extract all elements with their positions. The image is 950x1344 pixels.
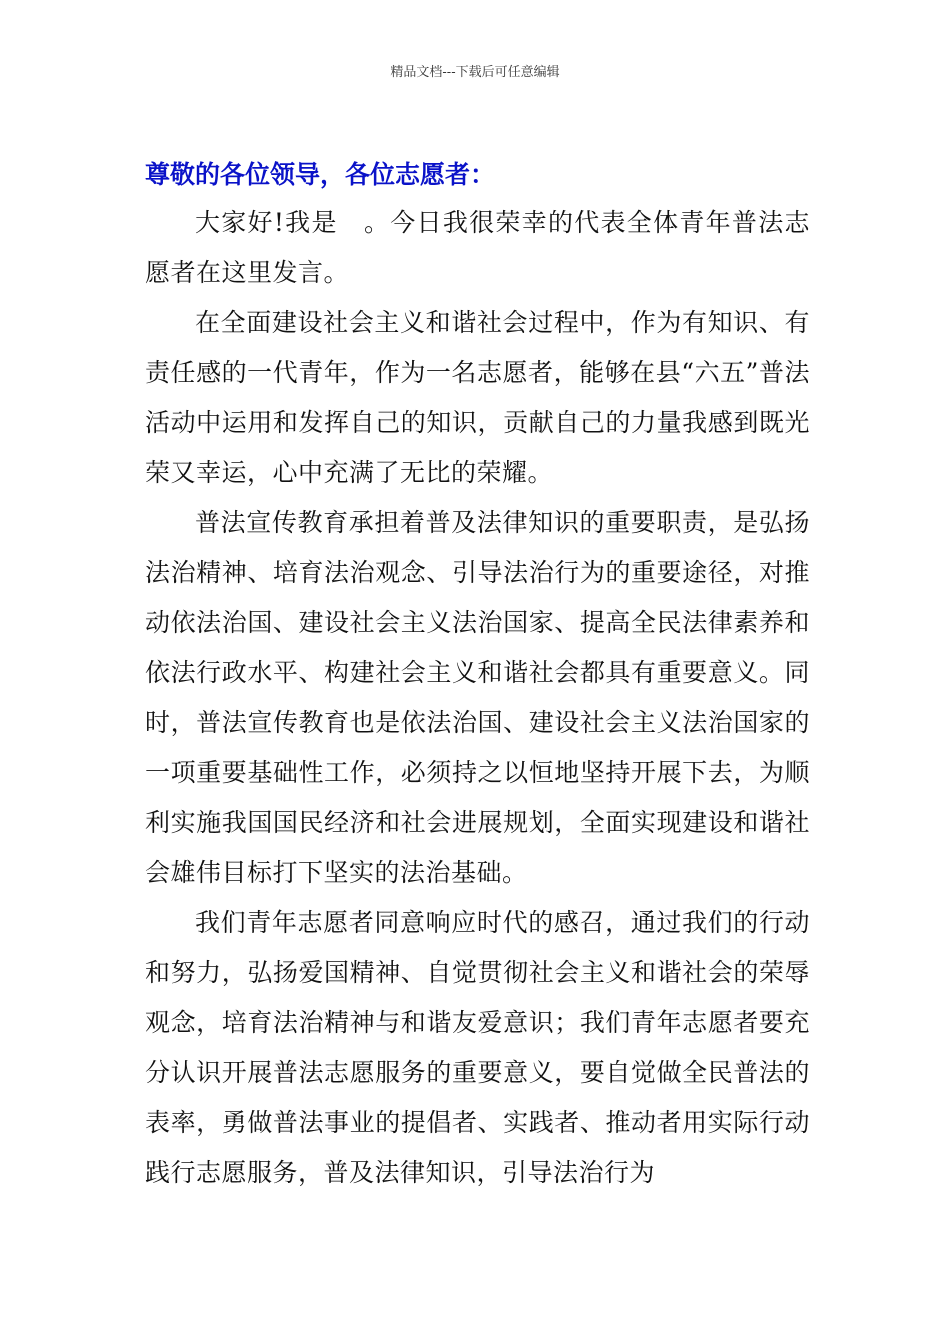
paragraph-youth-commitment: 我们青年志愿者同意响应时代的感召，通过我们的行动和努力，弘扬爱国精神、自觉贯彻社会主义和谐社会的荣辱观念，培育法治精神与和谐友爱意识；我们青年志愿者要充分认识开展普法志愿服务的重要意义，要自觉做全民普法的表率，勇做普法事业的提倡者、实践者、推动者用实际行动践行志愿服务，普及法律知识，引导法治行为 [145,908,810,1187]
document-body [145,152,810,1198]
page-header: 精品文档---下载后可任意编辑 [390,65,560,80]
salutation: 尊敬的各位领导，各位志愿者： [145,160,496,189]
paragraph-greeting: 大家好!我是 。今日我很荣幸的代表全体青年普法志愿者在这里发言。 [145,208,810,287]
paragraph-volunteer-honor: 在全面建设社会主义和谐社会过程中，作为有知识、有责任感的一代青年，作为一名志愿者，能够在县“六五”普法活动中运用和发挥自己的知识，贡献自己的力量我感到既光荣又幸运，心中充满了无比的荣耀。 [145,308,810,487]
paragraph-legal-education: 普法宣传教育承担着普及法律知识的重要职责，是弘扬法治精神、培育法治观念、引导法治行为的重要途径，对推动依法治国、建设社会主义法治国家、提高全民法律素养和依法行政水平、构建社会主义和谐社会都具有重要意义。同时，普法宣传教育也是依法治国、建设社会主义法治国家的一项重要基础性工作，必须持之以恒地坚持开展下去，为顺利实施我国国民经济和社会进展规划，全面实现建设和谐社会雄伟目标打下坚实的法治基础。 [145,508,810,887]
